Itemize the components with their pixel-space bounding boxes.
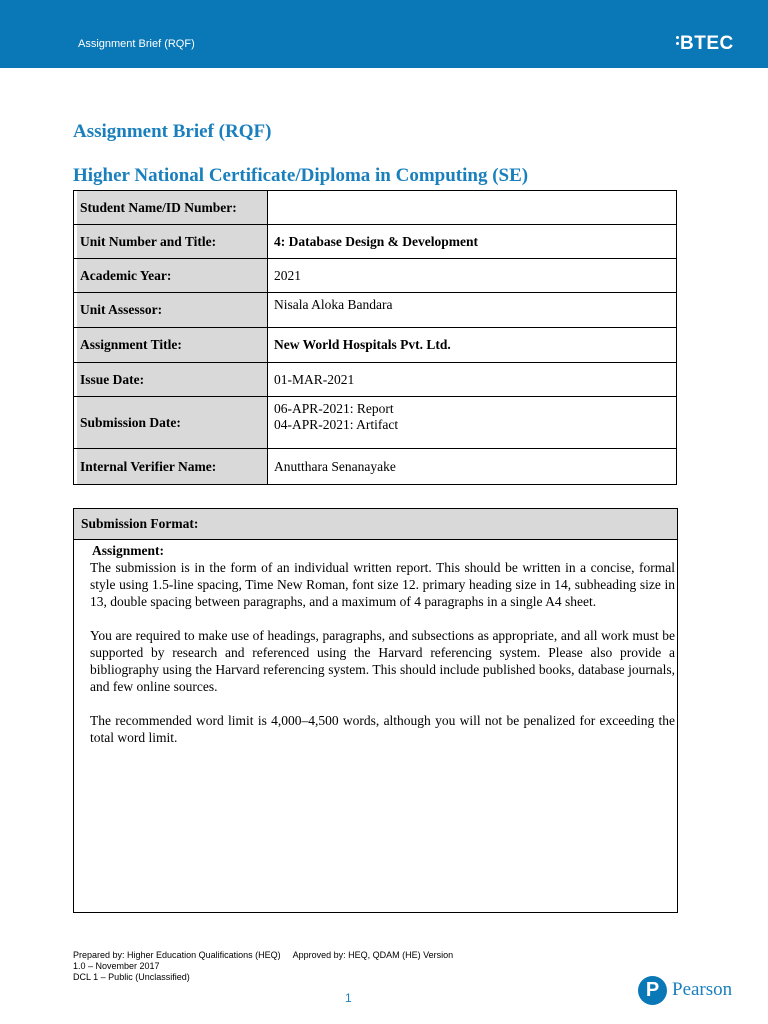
label-unit: Unit Number and Title: bbox=[74, 225, 268, 259]
submission-format-heading: Submission Format: bbox=[74, 509, 677, 540]
doc-subtitle: Higher National Certificate/Diploma in Computing (SE) bbox=[73, 165, 529, 186]
pearson-p-icon: P bbox=[638, 976, 667, 1005]
table-row bbox=[74, 449, 677, 485]
footer-line-3: DCL 1 – Public (Unclassified) bbox=[73, 972, 190, 982]
table-row bbox=[74, 328, 677, 363]
brand-text: BTEC bbox=[680, 33, 734, 54]
table-row bbox=[74, 259, 677, 293]
paragraph-1: The submission is in the form of an individual written report. This should be written in a concise, formal style using 1.5-line spacing, Time New Roman, font size 12. primary heading size in 14, subheading size in 13, double spacing between paragraphs, and a maximum of 4 paragraphs in a single A4 sheet. bbox=[90, 560, 675, 609]
table-row bbox=[74, 191, 677, 225]
pearson-wordmark: Pearson bbox=[672, 979, 733, 1000]
btec-logo bbox=[676, 33, 734, 55]
label-title: Assignment Title: bbox=[74, 328, 268, 363]
paragraph-3: The recommended word limit is 4,000–4,500 words, although you will not be penalized for exceeding the total word limit. bbox=[90, 713, 675, 745]
submission-report: 06-APR-2021: Report bbox=[274, 401, 394, 416]
doc-title: Assignment Brief (RQF) bbox=[73, 121, 272, 142]
label-issue: Issue Date: bbox=[74, 363, 268, 397]
submission-artifact: 04-APR-2021: Artifact bbox=[274, 417, 399, 432]
assignment-info-table bbox=[73, 190, 677, 485]
footer-line-1: Prepared by: Higher Education Qualifications (HEQ) Approved by: HEQ, QDAM (HE) Version bbox=[73, 950, 454, 960]
label-verifier: Internal Verifier Name: bbox=[74, 449, 268, 485]
header-title: Assignment Brief (RQF) bbox=[78, 38, 195, 50]
submission-format-box bbox=[73, 508, 678, 913]
label-year: Academic Year: bbox=[74, 259, 268, 293]
header-bar bbox=[0, 0, 768, 68]
value-student bbox=[268, 191, 677, 225]
value-verifier: Anutthara Senanayake bbox=[268, 449, 677, 485]
label-student: Student Name/ID Number: bbox=[74, 191, 268, 225]
page-number: 1 bbox=[345, 991, 352, 1005]
footer-line-2: 1.0 – November 2017 bbox=[73, 961, 160, 971]
table-row bbox=[74, 293, 677, 328]
value-assessor: Nisala Aloka Bandara bbox=[268, 293, 677, 328]
assignment-label: Assignment: bbox=[92, 543, 165, 558]
label-submission: Submission Date: bbox=[74, 397, 268, 449]
table-row bbox=[74, 363, 677, 397]
submission-format-body bbox=[90, 542, 675, 763]
footer-text bbox=[73, 950, 453, 983]
label-assessor: Unit Assessor: bbox=[74, 293, 268, 328]
value-title: New World Hospitals Pvt. Ltd. bbox=[268, 328, 677, 363]
value-issue: 01-MAR-2021 bbox=[268, 363, 677, 397]
table-row bbox=[74, 225, 677, 259]
paragraph-2: You are required to make use of headings, paragraphs, and subsections as appropriate, and all work must be supported by research and referenced using the Harvard referencing system. Please also provide a bibliography using the Harvard referencing system. This should include published books, database journals, and few online sources. bbox=[90, 628, 675, 694]
table-row bbox=[74, 397, 677, 449]
value-year: 2021 bbox=[268, 259, 677, 293]
value-unit: 4: Database Design & Development bbox=[268, 225, 677, 259]
value-submission bbox=[268, 397, 677, 449]
